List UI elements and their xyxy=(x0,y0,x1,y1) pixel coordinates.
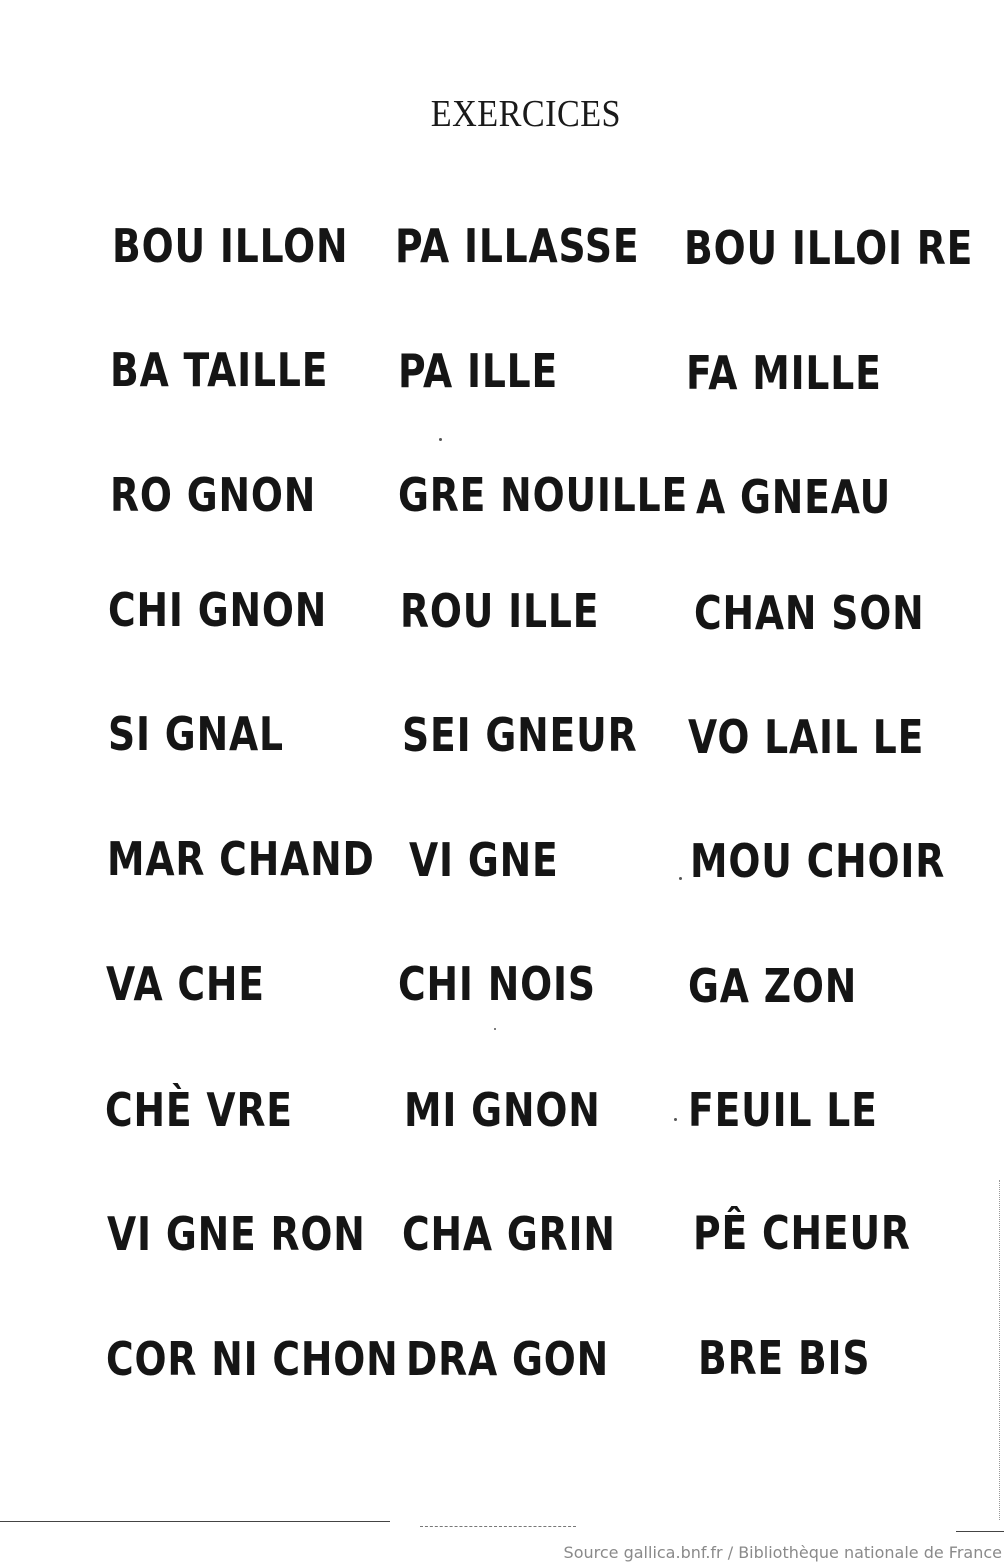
bottom-right-rule xyxy=(956,1531,1004,1532)
word-r8-c2: MI GNON xyxy=(404,1083,601,1137)
scan-speck xyxy=(439,438,442,441)
word-r8-c3: FEUIL LE xyxy=(688,1083,878,1137)
word-r10-c1: COR NI CHON xyxy=(106,1332,399,1386)
word-r7-c3: GA ZON xyxy=(688,959,858,1013)
word-r8-c1: CHÈ VRE xyxy=(105,1083,293,1137)
scan-speck xyxy=(674,1118,677,1121)
word-r2-c2: PA ILLE xyxy=(398,344,559,398)
word-r6-c2: VI GNE xyxy=(409,833,559,887)
word-r7-c1: VA CHE xyxy=(106,957,265,1011)
word-r4-c2: ROU ILLE xyxy=(400,584,600,638)
bottom-edge-rule-dashed xyxy=(420,1526,576,1527)
word-r1-c2: PA ILLASSE xyxy=(395,219,640,273)
word-r5-c3: VO LAIL LE xyxy=(688,710,925,764)
word-r9-c3: PÊ CHEUR xyxy=(693,1206,911,1260)
bottom-edge-rule xyxy=(0,1521,390,1522)
word-r2-c3: FA MILLE xyxy=(686,346,882,400)
word-r5-c2: SEI GNEUR xyxy=(402,708,638,762)
word-r10-c3: BRE BIS xyxy=(698,1331,871,1385)
page-title: EXERCICES xyxy=(430,93,622,135)
word-r3-c3: A GNEAU xyxy=(696,470,892,524)
word-r4-c3: CHAN SON xyxy=(694,586,925,640)
page-edge-line xyxy=(999,1180,1000,1520)
word-r10-c2: DRA GON xyxy=(406,1332,610,1386)
word-r9-c1: VI GNE RON xyxy=(107,1207,366,1261)
word-r2-c1: BA TAILLE xyxy=(110,343,329,397)
word-r3-c1: RO GNON xyxy=(110,468,317,522)
word-r9-c2: CHA GRIN xyxy=(402,1207,616,1261)
word-r7-c2: CHI NOIS xyxy=(398,957,596,1011)
word-r5-c1: SI GNAL xyxy=(108,707,284,761)
scan-speck xyxy=(679,877,682,880)
word-r4-c1: CHI GNON xyxy=(108,583,328,637)
word-r6-c3: MOU CHOIR xyxy=(690,834,946,888)
word-r3-c2: GRE NOUILLE xyxy=(398,468,689,522)
word-r6-c1: MAR CHAND xyxy=(107,832,375,886)
scan-speck xyxy=(494,1028,496,1030)
word-r1-c3: BOU ILLOI RE xyxy=(684,221,974,275)
source-credit: Source gallica.bnf.fr / Bibliothèque nationale de France xyxy=(563,1543,1002,1562)
word-r1-c1: BOU ILLON xyxy=(112,219,349,273)
